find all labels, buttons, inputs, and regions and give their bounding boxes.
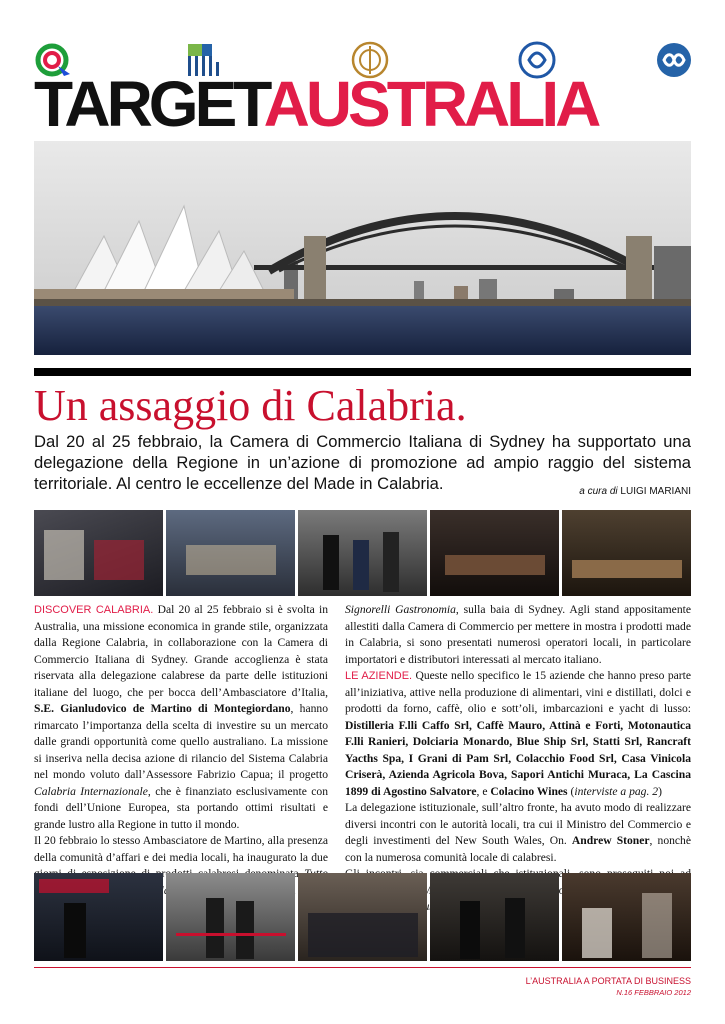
masthead-title [34,68,694,140]
right-p2-text-e: ( [567,784,575,798]
photo-strip-bottom [34,873,691,961]
byline-prefix: a cura di [579,486,618,497]
kicker-le-aziende: LE AZIENDE. [345,670,413,682]
right-p2-text-c: , e [476,784,491,798]
project-name: Calabria Internazionale [34,784,148,798]
left-p1-text-a: Dal 20 al 25 febbraio si è svolta in Australia, una missione economica in grande stile, organizzata dalla Regione Calabria, in collaborazione con la Camera di Commercio Italiana di Sydney. Grande accoglienza è stata riservata alla delegazione calabrese da parte delle istituzioni italiane del luogo, che per bocca dell’Ambasciatore d’Italia, [34,603,328,699]
venue-name: Signorelli Gastronomia [345,603,456,616]
kicker-discover-calabria: DISCOVER CALABRIA. [34,604,154,616]
byline [579,486,691,497]
right-p2-text-g: ) [658,784,662,798]
headline: Un assaggio di Calabria. [34,381,467,430]
masthead-part-2: AUSTRALIA [263,68,598,140]
headline-rule [34,368,691,376]
photo-exhibition-stand [34,510,163,596]
photo-exhibition-hall [166,510,295,596]
right-p1-text-b: , sulla baia di Sydney. Agli stand appositamente allestiti dalla Camera di Commercio per mettere in mostra i prodotti made in Calabria, si sono presentati numerosi operatori locali, in particolare importatori e distributori interessati al mercato italiano. [345,603,691,666]
left-p1-text-c: , hanno rimarcato l’importanza della scelta di investire su un mercato dalle grandi opportunità come quello australiano. La missione si inseriva nella decisa azione di rilancio del Sistema Calabria nel mondo voluto dall’Assessore Fabrizio Capua; il progetto [34,702,328,781]
photo-speech-podium [34,873,163,961]
right-p2-text-a: Queste nello specifico le 15 aziende che hanno preso parte all’iniziativa, attive nella produzione di alimentari, vini e distillati, dolci e prodotti da forno, caffè, olio e sott’oli, imbarcazioni e yacht di lusso: [345,669,691,715]
photo-ribbon-cutting [166,873,295,961]
byline-author: LUIGI MARIANI [620,486,691,497]
photo-meeting-room [430,510,559,596]
right-paragraph-3 [345,800,691,866]
left-p2-text-a: Il 20 febbraio lo stesso Ambasciatore de Martino, alla presenza della comunità d’affari e dei media locali, ha inaugurato la due [34,834,328,864]
photo-strip-top [34,510,691,596]
company-colacino: Colacino Wines [490,784,568,798]
left-paragraph-1 [34,602,328,833]
right-p3-text-c: , nonchè con la numerosa comunità locale di calabresi. [345,834,691,864]
right-paragraph-2 [345,668,691,800]
standfirst: Dal 20 al 25 febbraio, la Camera di Commercio Italiana di Sydney ha supportato una delegazione della Regione in un’azione di promozione ad ampio raggio del sistema territoriale. Al centro le eccellenze del Made in Calabria. [34,432,691,493]
photo-interview [430,873,559,961]
interviews-reference: interviste a pag. 2 [574,784,659,798]
article-column-left [34,602,328,916]
photo-conference-table [562,510,691,596]
footer-issue: N.16 FEBBRAIO 2012 [616,988,691,997]
photo-visitors [298,510,427,596]
ambassador-name: S.E. Gianludovico de Martino di Montegiordano [34,702,291,715]
hero-photo-sydney-harbour [34,141,691,355]
masthead-part-1: TARGET [34,68,264,140]
photo-wine-tasting [562,873,691,961]
minister-name: Andrew Stoner [571,834,650,847]
footer-tagline: L’AUSTRALIA A PORTATA DI BUSINESS [525,976,691,986]
left-p1-text-e: , che è finanziato esclusivamente con fondi dell’Unione Europea, sta portando ottimi risultati e grande lustro alla Regione in tutto il mondo. [34,784,328,831]
footer-rule [34,967,691,968]
companies-list: Distilleria F.lli Caffo Srl, Caffè Mauro, Attinà e Forti, Motonautica F.lli Ranieri, Dolciaria Monardo, Blue Ship Srl, Statti Srl, Rancraft Yacths Spa, I Grani di Pam Srl, Colacchio Food Srl, Casa Vinicola Criserà, Azienda Agricola Bova, Sapori Antichi Muraca, La Cascina 1899 di Agostino Salvatore [345,718,691,798]
right-paragraph-1 [345,602,691,668]
article-column-right [345,602,691,916]
right-p3-text-a: La delegazione istituzionale, sull’altro fronte, ha avuto modo di realizzare diversi incontri con le autorità locali, tra cui il Ministro del Commercio e degli investimenti del New South Wales, On. [345,801,691,847]
photo-delegation-group [298,873,427,961]
